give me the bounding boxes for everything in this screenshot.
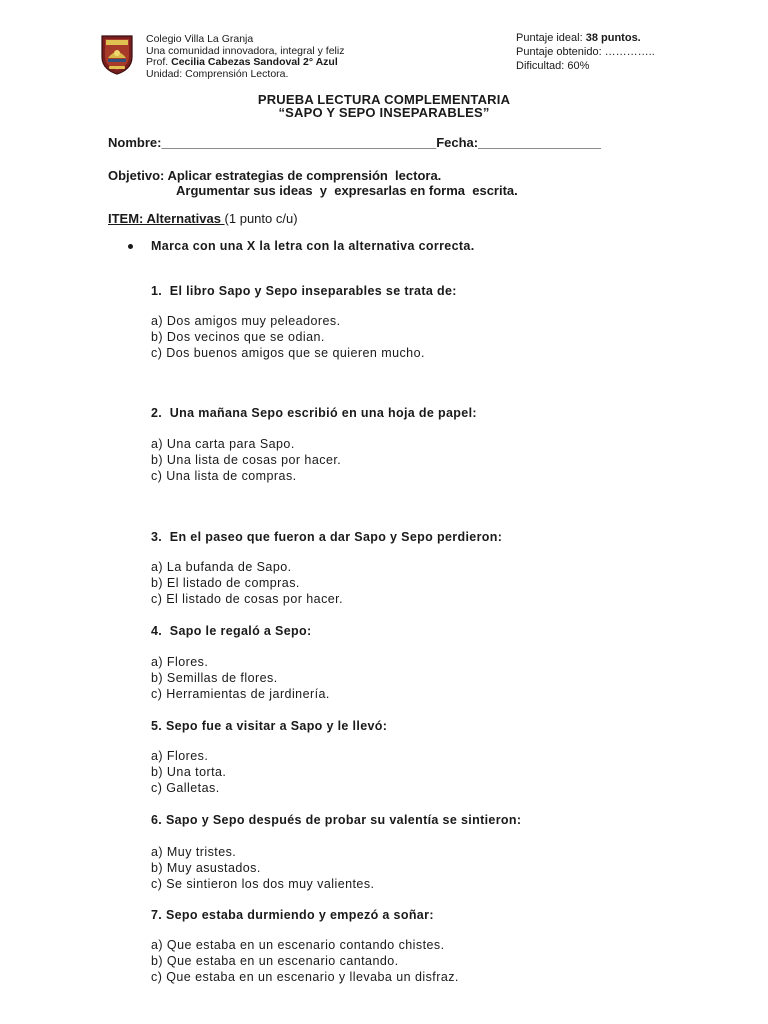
instruction: Marca con una X la letra con la alternativa correcta.: [151, 239, 475, 253]
question-4: 4. Sapo le regaló a Sepo:: [151, 624, 312, 638]
option-5c[interactable]: c) Galletas.: [151, 781, 220, 795]
question-1-options: [151, 313, 425, 361]
question-7: 7. Sepo estaba durmiendo y empezó a soñar:: [151, 908, 434, 922]
question-4-options: [151, 654, 330, 702]
item-heading: [108, 211, 298, 226]
bullet-icon: [128, 244, 133, 249]
option-3c[interactable]: c) El listado de cosas por hacer.: [151, 592, 344, 606]
exam-subtitle: “SAPO Y SEPO INSEPARABLES”: [278, 105, 490, 120]
option-4a[interactable]: a) Flores.: [151, 655, 209, 669]
objective-text-2: Argumentar sus ideas y expresarlas en forma escrita.: [176, 183, 518, 198]
option-3a[interactable]: a) La bufanda de Sapo.: [151, 560, 292, 574]
question-3-options: [151, 559, 343, 607]
option-7a[interactable]: a) Que estaba en un escenario contando chistes.: [151, 938, 445, 952]
school-crest-logo: [100, 33, 134, 75]
name-blank[interactable]: ______________________________________: [161, 135, 437, 150]
option-7b[interactable]: b) Que estaba en un escenario cantando.: [151, 954, 399, 968]
date-blank[interactable]: _________________: [478, 135, 602, 150]
objective-line-1: [108, 168, 441, 183]
question-1: 1. El libro Sapo y Sepo inseparables se trata de:: [151, 284, 457, 298]
objective-label: Objetivo:: [108, 168, 165, 183]
option-2a[interactable]: a) Una carta para Sapo.: [151, 437, 295, 451]
objective-text-1: Aplicar estrategias de comprensión lectora.: [164, 168, 442, 183]
question-7-options: [151, 937, 459, 985]
option-2c[interactable]: c) Una lista de compras.: [151, 469, 297, 483]
option-4c[interactable]: c) Herramientas de jardinería.: [151, 687, 330, 701]
option-1c[interactable]: c) Dos buenos amigos que se quieren mucho.: [151, 346, 425, 360]
teacher-prefix: Prof.: [146, 56, 169, 69]
option-1b[interactable]: b) Dos vecinos que se odian.: [151, 330, 325, 344]
question-3: 3. En el paseo que fueron a dar Sapo y Sepo perdieron:: [151, 530, 503, 544]
teacher-name: Cecilia Cabezas Sandoval 2° Azul: [171, 56, 338, 69]
option-6c[interactable]: c) Se sintieron los dos muy valientes.: [151, 877, 375, 891]
question-2: 2. Una mañana Sepo escribió en una hoja de papel:: [151, 406, 477, 420]
name-date-line: [108, 135, 601, 150]
option-2b[interactable]: b) Una lista de cosas por hacer.: [151, 453, 342, 467]
option-6b[interactable]: b) Muy asustados.: [151, 861, 261, 875]
school-name: Colegio Villa La Granja: [146, 33, 254, 45]
date-label: Fecha:: [436, 135, 479, 150]
option-4b[interactable]: b) Semillas de flores.: [151, 671, 278, 685]
question-6-options: [151, 844, 374, 892]
ideal-score: [516, 31, 655, 45]
option-7c[interactable]: c) Que estaba en un escenario y llevaba un disfraz.: [151, 970, 459, 984]
school-motto: Una comunidad innovadora, integral y feliz: [146, 44, 345, 57]
ideal-score-label: Puntaje ideal:: [516, 32, 583, 44]
unit-line: Unidad: Comprensión Lectora.: [146, 67, 289, 80]
option-5b[interactable]: b) Una torta.: [151, 765, 227, 779]
item-label: ITEM: Alternativas: [108, 211, 225, 226]
exam-title: PRUEBA LECTURA COMPLEMENTARIA: [257, 92, 511, 107]
option-1a[interactable]: a) Dos amigos muy peleadores.: [151, 314, 341, 328]
option-3b[interactable]: b) El listado de compras.: [151, 576, 300, 590]
school-info: [146, 34, 344, 80]
option-5a[interactable]: a) Flores.: [151, 749, 209, 763]
question-5: 5. Sepo fue a visitar a Sapo y le llevó:: [151, 719, 388, 733]
question-6: 6. Sapo y Sepo después de probar su valentía se sintieron:: [151, 813, 522, 827]
question-2-options: [151, 436, 341, 484]
ideal-score-value: 38 puntos.: [585, 32, 641, 44]
obtained-score: Puntaje obtenido: …………..: [516, 46, 655, 58]
option-6a[interactable]: a) Muy tristes.: [151, 845, 237, 859]
difficulty: Dificultad: 60%: [516, 60, 590, 72]
name-label: Nombre:: [108, 135, 162, 150]
score-box: [516, 31, 655, 73]
question-5-options: [151, 748, 226, 796]
item-points: (1 punto c/u): [224, 211, 298, 226]
